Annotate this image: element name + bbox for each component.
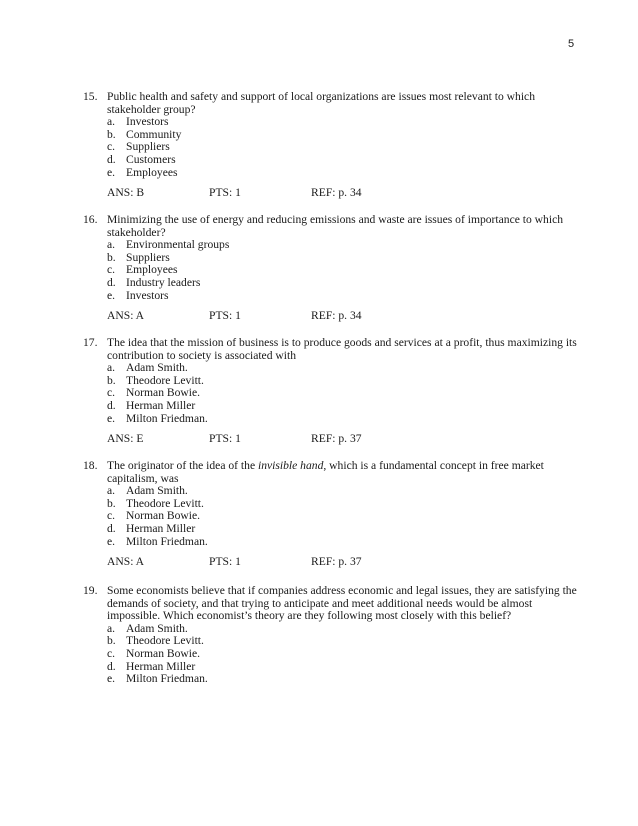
option-b: b. Suppliers <box>107 250 170 264</box>
option-e: e. Employees <box>107 165 178 179</box>
option-list <box>107 485 583 548</box>
option-list <box>107 623 583 686</box>
reference-value: REF: p. 37 <box>311 555 362 569</box>
question-number: 16. <box>83 213 98 226</box>
reference-value: REF: p. 37 <box>311 432 362 446</box>
option-a: a. Environmental groups <box>107 238 230 252</box>
option-e: e. Milton Friedman. <box>107 534 208 548</box>
option-e: e. Milton Friedman. <box>107 672 208 686</box>
reference-value: REF: p. 34 <box>311 309 362 323</box>
page-number: 5 <box>568 38 575 50</box>
answer-line <box>107 310 583 323</box>
option-b: b. Theodore Levitt. <box>107 496 204 510</box>
option-d: d. Herman Miller <box>107 521 196 535</box>
option-list <box>107 362 583 425</box>
question-stem: The originator of the idea of the invisible hand, which is a fundamental concept in free market capitalism, was <box>107 459 544 485</box>
question-18 <box>83 460 583 569</box>
answer-value: ANS: A <box>107 555 145 569</box>
points-value: PTS: 1 <box>209 309 241 323</box>
question-17 <box>83 337 583 446</box>
option-e: e. Milton Friedman. <box>107 411 208 425</box>
option-b: b. Theodore Levitt. <box>107 373 204 387</box>
option-b: b. Community <box>107 127 182 141</box>
points-value: PTS: 1 <box>209 555 241 569</box>
answer-value: ANS: A <box>107 309 145 323</box>
question-16 <box>83 214 583 323</box>
answer-value: ANS: B <box>107 186 145 200</box>
option-list <box>107 239 583 302</box>
question-number: 15. <box>83 90 98 103</box>
option-a: a. Adam Smith. <box>107 621 188 635</box>
question-number: 19. <box>83 584 98 597</box>
option-list <box>107 116 583 179</box>
question-number: 18. <box>83 459 98 472</box>
option-a: a. Investors <box>107 115 169 129</box>
option-c: c. Norman Bowie. <box>107 646 201 660</box>
points-value: PTS: 1 <box>209 432 241 446</box>
option-b: b. Theodore Levitt. <box>107 634 204 648</box>
option-d: d. Herman Miller <box>107 659 196 673</box>
question-stem: The idea that the mission of business is to produce goods and services at a profit, thus maximizing its contribution to society is associated with <box>107 336 577 362</box>
answer-line <box>107 433 583 446</box>
reference-value: REF: p. 34 <box>311 186 362 200</box>
option-a: a. Adam Smith. <box>107 361 188 375</box>
option-c: c. Norman Bowie. <box>107 509 201 523</box>
option-c: c. Employees <box>107 263 178 277</box>
option-c: c. Norman Bowie. <box>107 386 201 400</box>
option-d: d. Industry leaders <box>107 275 201 289</box>
option-a: a. Adam Smith. <box>107 484 188 498</box>
question-stem: Public health and safety and support of local organizations are issues most relevant to which stakeholder group? <box>107 90 536 116</box>
question-15 <box>83 91 583 200</box>
italic-term: invisible hand <box>258 459 324 472</box>
option-d: d. Herman Miller <box>107 398 196 412</box>
question-stem: Some economists believe that if companies address economic and legal issues, they are satisfying the demands of society, and that trying to anticipate and meet additional needs would be almost impossible. Which economist’s theory are they following most closely with this belief? <box>107 584 577 623</box>
question-19 <box>83 585 583 686</box>
answer-value: ANS: E <box>107 432 144 446</box>
option-d: d. Customers <box>107 152 176 166</box>
option-e: e. Investors <box>107 288 169 302</box>
question-number: 17. <box>83 336 98 349</box>
points-value: PTS: 1 <box>209 186 241 200</box>
answer-line <box>107 187 583 200</box>
answer-line <box>107 556 583 569</box>
option-c: c. Suppliers <box>107 140 170 154</box>
question-stem: Minimizing the use of energy and reducing emissions and waste are issues of importance to which stakeholder? <box>107 213 564 239</box>
